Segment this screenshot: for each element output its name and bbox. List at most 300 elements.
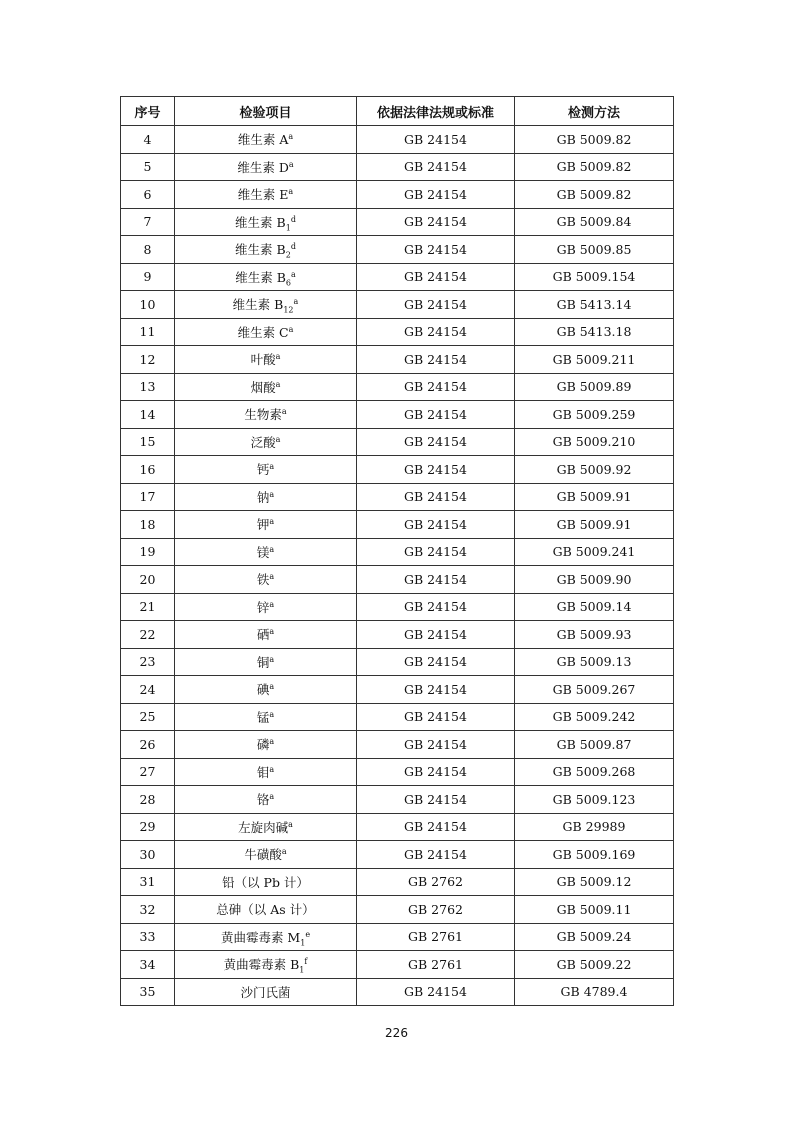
cell-test-method: [515, 373, 674, 401]
table-row: [121, 813, 674, 841]
serial-number: 31: [139, 874, 156, 890]
cell-inspection-item: [175, 456, 357, 484]
serial-number: 19: [139, 544, 156, 560]
legal-basis-standard: GB 2761: [408, 929, 463, 945]
table-row: [121, 621, 674, 649]
serial-number: 13: [139, 379, 156, 395]
item-footnote-marker: a: [281, 847, 287, 857]
cell-serial-number: [121, 868, 175, 896]
test-method-standard: GB 5009.24: [556, 929, 632, 945]
table-row: [121, 566, 674, 594]
cell-legal-basis: [357, 978, 515, 1006]
table-header-row: [121, 97, 674, 126]
cell-inspection-item: [175, 208, 357, 236]
item-name: 维生素 B: [235, 214, 286, 230]
table-row: [121, 593, 674, 621]
cell-inspection-item: [175, 153, 357, 181]
test-method-standard: GB 5009.90: [556, 571, 632, 587]
test-method-standard: GB 5009.267: [552, 681, 636, 697]
test-method-standard: GB 5413.18: [556, 324, 632, 340]
test-method-standard: GB 5009.91: [556, 489, 632, 505]
cell-test-method: [515, 731, 674, 759]
item-name: 沙门氏菌: [240, 984, 291, 1000]
item-name: 维生素 D: [237, 159, 289, 175]
cell-inspection-item: [175, 126, 357, 154]
cell-serial-number: [121, 896, 175, 924]
cell-serial-number: [121, 621, 175, 649]
item-name: 铜: [256, 654, 270, 670]
item-footnote-marker: a: [288, 132, 294, 142]
legal-basis-standard: GB 24154: [404, 324, 467, 340]
cell-serial-number: [121, 373, 175, 401]
table-row: [121, 731, 674, 759]
item-footnote-marker: a: [281, 407, 287, 417]
test-method-standard: GB 5009.169: [552, 846, 636, 862]
table-row: [121, 263, 674, 291]
legal-basis-standard: GB 2761: [408, 956, 463, 972]
cell-legal-basis: [357, 181, 515, 209]
cell-inspection-item: [175, 346, 357, 374]
legal-basis-standard: GB 24154: [404, 406, 467, 422]
item-footnote-marker: a: [269, 544, 275, 554]
cell-legal-basis: [357, 923, 515, 951]
header-inspection-item: 检验项目: [175, 97, 357, 126]
legal-basis-standard: GB 24154: [404, 599, 467, 615]
table-row: [121, 868, 674, 896]
table-row: [121, 648, 674, 676]
serial-number: 23: [139, 654, 156, 670]
item-subscript: 1: [300, 938, 306, 948]
cell-legal-basis: [357, 291, 515, 319]
table-row: [121, 401, 674, 429]
item-name: 铅（以 Pb 计）: [222, 874, 309, 890]
cell-test-method: [515, 208, 674, 236]
cell-test-method: [515, 181, 674, 209]
serial-number: 32: [139, 901, 156, 917]
item-subscript: 6: [285, 278, 291, 288]
serial-number: 6: [143, 186, 152, 202]
legal-basis-standard: GB 24154: [404, 296, 467, 312]
item-footnote-marker: a: [293, 297, 299, 307]
item-name: 钠: [256, 489, 270, 505]
cell-test-method: [515, 401, 674, 429]
cell-inspection-item: [175, 676, 357, 704]
test-method-standard: GB 5009.14: [556, 599, 632, 615]
cell-inspection-item: [175, 181, 357, 209]
cell-inspection-item: [175, 593, 357, 621]
cell-serial-number: [121, 208, 175, 236]
test-method-standard: GB 5009.91: [556, 516, 632, 532]
item-footnote-marker: a: [290, 269, 296, 279]
inspection-items-table: [120, 96, 674, 1006]
cell-legal-basis: [357, 318, 515, 346]
serial-number: 33: [139, 929, 156, 945]
legal-basis-standard: GB 24154: [404, 764, 467, 780]
cell-serial-number: [121, 401, 175, 429]
page-number: 226: [385, 1026, 408, 1040]
cell-legal-basis: [357, 538, 515, 566]
cell-legal-basis: [357, 208, 515, 236]
item-footnote-marker: e: [305, 929, 311, 939]
test-method-standard: GB 5009.22: [556, 956, 632, 972]
table-row: [121, 896, 674, 924]
item-footnote-marker: a: [269, 764, 275, 774]
header-serial-number: 序号: [121, 97, 175, 126]
item-footnote-marker: a: [269, 709, 275, 719]
item-subscript: 2: [285, 250, 291, 260]
cell-inspection-item: [175, 841, 357, 869]
cell-test-method: [515, 263, 674, 291]
item-footnote-marker: a: [288, 159, 294, 169]
cell-test-method: [515, 868, 674, 896]
cell-legal-basis: [357, 566, 515, 594]
serial-number: 28: [139, 791, 156, 807]
test-method-standard: GB 5009.211: [552, 351, 636, 367]
item-footnote-marker: a: [275, 352, 281, 362]
test-method-standard: GB 5009.84: [556, 214, 632, 230]
cell-test-method: [515, 951, 674, 979]
serial-number: 21: [139, 599, 156, 615]
cell-test-method: [515, 896, 674, 924]
cell-serial-number: [121, 428, 175, 456]
cell-inspection-item: [175, 483, 357, 511]
serial-number: 9: [143, 269, 152, 285]
cell-inspection-item: [175, 703, 357, 731]
table-row: [121, 126, 674, 154]
serial-number: 35: [139, 984, 156, 1000]
cell-serial-number: [121, 923, 175, 951]
cell-serial-number: [121, 236, 175, 264]
serial-number: 4: [143, 131, 152, 147]
test-method-standard: GB 4789.4: [560, 984, 628, 1000]
cell-inspection-item: [175, 731, 357, 759]
cell-inspection-item: [175, 758, 357, 786]
legal-basis-standard: GB 24154: [404, 846, 467, 862]
cell-inspection-item: [175, 868, 357, 896]
item-name: 维生素 B: [232, 297, 284, 313]
serial-number: 12: [139, 351, 156, 367]
cell-legal-basis: [357, 483, 515, 511]
item-name: 锰: [256, 709, 270, 725]
cell-serial-number: [121, 126, 175, 154]
item-name: 牛磺酸: [244, 847, 282, 863]
legal-basis-standard: GB 24154: [404, 681, 467, 697]
cell-test-method: [515, 236, 674, 264]
item-subscript: 1: [299, 965, 305, 975]
cell-inspection-item: [175, 318, 357, 346]
item-footnote-marker: a: [269, 489, 275, 499]
item-footnote-marker: d: [290, 242, 296, 252]
serial-number: 24: [139, 681, 156, 697]
legal-basis-standard: GB 24154: [404, 131, 467, 147]
cell-test-method: [515, 153, 674, 181]
cell-serial-number: [121, 456, 175, 484]
cell-legal-basis: [357, 786, 515, 814]
legal-basis-standard: GB 24154: [404, 214, 467, 230]
legal-basis-standard: GB 24154: [404, 186, 467, 202]
legal-basis-standard: GB 2762: [408, 901, 463, 917]
item-name: 总砷（以 As 计）: [216, 902, 315, 918]
header-legal-basis: 依据法律法规或标准: [357, 97, 515, 126]
item-footnote-marker: d: [290, 214, 296, 224]
cell-test-method: [515, 621, 674, 649]
item-name: 钼: [256, 764, 270, 780]
test-method-standard: GB 5009.85: [556, 241, 632, 257]
cell-serial-number: [121, 538, 175, 566]
test-method-standard: GB 29989: [562, 819, 626, 835]
serial-number: 16: [139, 461, 156, 477]
item-name: 烟酸: [250, 379, 276, 395]
cell-legal-basis: [357, 676, 515, 704]
header-test-method: 检测方法: [515, 97, 674, 126]
item-footnote-marker: a: [275, 379, 281, 389]
table-row: [121, 318, 674, 346]
serial-number: 26: [139, 736, 156, 752]
item-name: 维生素 C: [237, 324, 289, 340]
table-row: [121, 153, 674, 181]
legal-basis-standard: GB 24154: [404, 709, 467, 725]
serial-number: 20: [139, 571, 156, 587]
serial-number: 10: [139, 296, 156, 312]
test-method-standard: GB 5009.82: [556, 159, 632, 175]
legal-basis-standard: GB 24154: [404, 791, 467, 807]
legal-basis-standard: GB 24154: [404, 489, 467, 505]
test-method-standard: GB 5009.259: [552, 406, 636, 422]
item-name: 维生素 B: [235, 242, 286, 258]
table-row: [121, 236, 674, 264]
test-method-standard: GB 5009.13: [556, 654, 632, 670]
table-row: [121, 703, 674, 731]
serial-number: 8: [143, 241, 152, 257]
item-footnote-marker: a: [269, 599, 275, 609]
cell-serial-number: [121, 346, 175, 374]
serial-number: 22: [139, 626, 156, 642]
table-row: [121, 181, 674, 209]
serial-number: 17: [139, 489, 156, 505]
cell-serial-number: [121, 758, 175, 786]
cell-serial-number: [121, 291, 175, 319]
test-method-standard: GB 5009.11: [556, 901, 632, 917]
serial-number: 27: [139, 764, 156, 780]
test-method-standard: GB 5009.87: [556, 736, 632, 752]
cell-serial-number: [121, 566, 175, 594]
cell-inspection-item: [175, 978, 357, 1006]
cell-legal-basis: [357, 346, 515, 374]
cell-test-method: [515, 318, 674, 346]
serial-number: 11: [139, 324, 156, 340]
cell-legal-basis: [357, 621, 515, 649]
test-method-standard: GB 5009.268: [552, 764, 636, 780]
legal-basis-standard: GB 24154: [404, 736, 467, 752]
item-name: 维生素 B: [235, 269, 286, 285]
cell-test-method: [515, 758, 674, 786]
table-row: [121, 428, 674, 456]
item-name: 铬: [256, 792, 270, 808]
cell-inspection-item: [175, 291, 357, 319]
legal-basis-standard: GB 24154: [404, 544, 467, 560]
cell-inspection-item: [175, 566, 357, 594]
cell-test-method: [515, 456, 674, 484]
test-method-standard: GB 5009.93: [556, 626, 632, 642]
test-method-standard: GB 5009.82: [556, 186, 632, 202]
cell-inspection-item: [175, 511, 357, 539]
cell-legal-basis: [357, 841, 515, 869]
cell-legal-basis: [357, 126, 515, 154]
cell-legal-basis: [357, 868, 515, 896]
cell-test-method: [515, 126, 674, 154]
cell-legal-basis: [357, 593, 515, 621]
test-method-standard: GB 5009.12: [556, 874, 632, 890]
item-footnote-marker: a: [269, 737, 275, 747]
table-row: [121, 538, 674, 566]
cell-serial-number: [121, 153, 175, 181]
cell-serial-number: [121, 813, 175, 841]
item-name: 铁: [256, 572, 270, 588]
item-name: 钾: [256, 517, 270, 533]
cell-test-method: [515, 978, 674, 1006]
table-row: [121, 978, 674, 1006]
item-name: 黄曲霉毒素 B: [223, 957, 300, 973]
test-method-standard: GB 5009.154: [552, 269, 636, 285]
item-footnote-marker: a: [275, 434, 281, 444]
legal-basis-standard: GB 24154: [404, 626, 467, 642]
item-footnote-marker: a: [269, 682, 275, 692]
test-method-standard: GB 5009.242: [552, 709, 636, 725]
table-row: [121, 676, 674, 704]
table-row: [121, 951, 674, 979]
item-name: 硒: [256, 627, 270, 643]
item-name: 镁: [256, 544, 270, 560]
cell-inspection-item: [175, 428, 357, 456]
cell-serial-number: [121, 703, 175, 731]
cell-test-method: [515, 511, 674, 539]
cell-inspection-item: [175, 401, 357, 429]
cell-test-method: [515, 648, 674, 676]
cell-test-method: [515, 786, 674, 814]
item-name: 黄曲霉毒素 M: [220, 929, 301, 945]
test-method-standard: GB 5009.92: [556, 461, 632, 477]
cell-serial-number: [121, 511, 175, 539]
item-subscript: 1: [285, 223, 291, 233]
cell-legal-basis: [357, 731, 515, 759]
table-row: [121, 456, 674, 484]
item-footnote-marker: a: [269, 792, 275, 802]
cell-serial-number: [121, 593, 175, 621]
cell-inspection-item: [175, 813, 357, 841]
cell-legal-basis: [357, 373, 515, 401]
table-row: [121, 758, 674, 786]
cell-legal-basis: [357, 153, 515, 181]
cell-inspection-item: [175, 263, 357, 291]
serial-number: 15: [139, 434, 156, 450]
legal-basis-standard: GB 24154: [404, 159, 467, 175]
item-name: 锌: [256, 599, 270, 615]
test-method-standard: GB 5413.14: [556, 296, 632, 312]
item-name: 泛酸: [250, 434, 276, 450]
cell-inspection-item: [175, 621, 357, 649]
serial-number: 25: [139, 709, 156, 725]
cell-test-method: [515, 923, 674, 951]
cell-legal-basis: [357, 263, 515, 291]
item-name: 碘: [256, 682, 270, 698]
cell-legal-basis: [357, 428, 515, 456]
serial-number: 14: [139, 406, 156, 422]
item-footnote-marker: a: [288, 187, 294, 197]
serial-number: 7: [143, 214, 152, 230]
serial-number: 29: [139, 819, 156, 835]
cell-test-method: [515, 428, 674, 456]
cell-inspection-item: [175, 923, 357, 951]
item-footnote-marker: a: [288, 819, 293, 829]
serial-number: 18: [139, 516, 156, 532]
cell-test-method: [515, 346, 674, 374]
legal-basis-standard: GB 2762: [408, 874, 463, 890]
cell-inspection-item: [175, 648, 357, 676]
table-body: [121, 126, 674, 1006]
cell-serial-number: [121, 648, 175, 676]
cell-inspection-item: [175, 786, 357, 814]
cell-test-method: [515, 841, 674, 869]
cell-test-method: [515, 813, 674, 841]
item-footnote-marker: a: [269, 627, 275, 637]
item-name: 维生素 A: [237, 132, 289, 148]
legal-basis-standard: GB 24154: [404, 351, 467, 367]
item-footnote-marker: a: [269, 654, 275, 664]
table-row: [121, 291, 674, 319]
cell-inspection-item: [175, 373, 357, 401]
legal-basis-standard: GB 24154: [404, 241, 467, 257]
cell-test-method: [515, 703, 674, 731]
test-method-standard: GB 5009.241: [552, 544, 636, 560]
item-name: 磷: [256, 737, 270, 753]
item-footnote-marker: a: [269, 517, 275, 527]
legal-basis-standard: GB 24154: [404, 654, 467, 670]
table-row: [121, 483, 674, 511]
cell-serial-number: [121, 731, 175, 759]
cell-legal-basis: [357, 703, 515, 731]
table-row: [121, 923, 674, 951]
cell-inspection-item: [175, 236, 357, 264]
serial-number: 30: [139, 846, 156, 862]
cell-serial-number: [121, 263, 175, 291]
cell-legal-basis: [357, 511, 515, 539]
cell-serial-number: [121, 483, 175, 511]
cell-inspection-item: [175, 896, 357, 924]
legal-basis-standard: GB 24154: [404, 461, 467, 477]
item-footnote-marker: a: [269, 572, 275, 582]
cell-legal-basis: [357, 456, 515, 484]
cell-legal-basis: [357, 758, 515, 786]
cell-test-method: [515, 291, 674, 319]
table-row: [121, 841, 674, 869]
item-subscript: 12: [283, 305, 294, 315]
cell-legal-basis: [357, 951, 515, 979]
cell-test-method: [515, 538, 674, 566]
legal-basis-standard: GB 24154: [404, 571, 467, 587]
cell-serial-number: [121, 841, 175, 869]
item-name: 钙: [256, 462, 270, 478]
cell-test-method: [515, 593, 674, 621]
item-name: 叶酸: [250, 352, 276, 368]
cell-test-method: [515, 483, 674, 511]
table-row: [121, 373, 674, 401]
legal-basis-standard: GB 24154: [404, 269, 467, 285]
cell-legal-basis: [357, 648, 515, 676]
cell-test-method: [515, 566, 674, 594]
cell-legal-basis: [357, 401, 515, 429]
legal-basis-standard: GB 24154: [404, 516, 467, 532]
serial-number: 5: [143, 159, 152, 175]
